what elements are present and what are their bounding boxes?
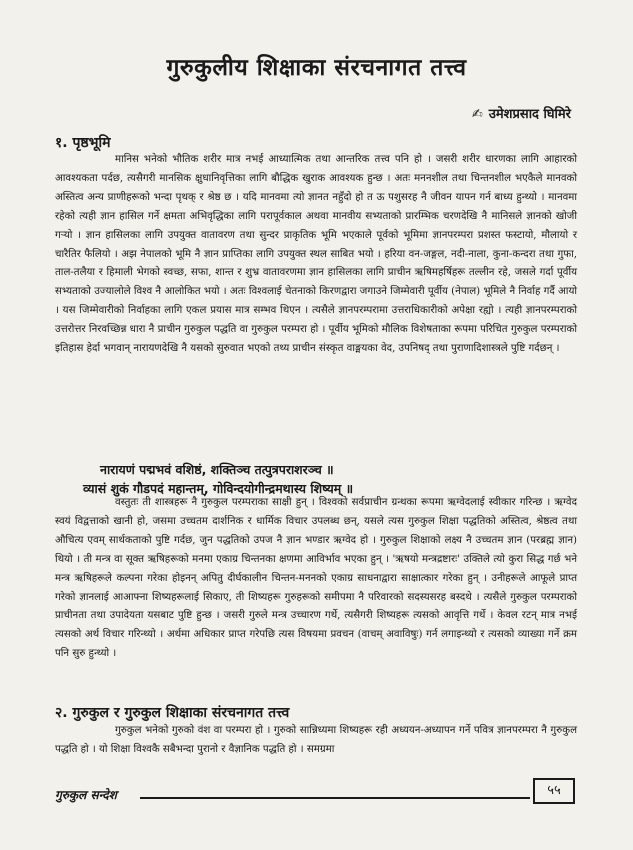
footer-publication-name: गुरुकुल सन्देश <box>55 788 117 802</box>
footer-rule <box>140 797 530 799</box>
pen-icon: ✍ <box>471 107 483 122</box>
sanskrit-verse-line-2: व्यासं शुकं गौडपदं महान्तम्, गोविन्दयोगीन्द्रमथास्य शिष्यम् ॥ <box>83 481 354 496</box>
article-title: गुरुकुलीय शिक्षाका संरचनागत तत्त्व <box>166 55 467 81</box>
sanskrit-verse-line-1: नारायणं पद्मभवं वशिष्ठं, शक्तिञ्च तत्पुत्रपराशरञ्च ॥ <box>100 462 334 477</box>
paragraph-gurukul-definition: गुरुकुल भनेको गुरुको वंश वा परम्परा हो । गुरुको सान्निध्यमा शिष्यहरू रही अध्ययन-अध्यापन गर्ने पवित्र ज्ञानपरम्परा नै गुरुकुल पद्धति हो । यो शिक्षा विश्वकै सबैभन्दा पुरानो र वैज्ञानिक पद्धति हो । समग्रमा <box>55 725 577 755</box>
page-number: ५५ <box>533 778 575 804</box>
section-heading-background: १. पृष्ठभूमि <box>55 135 111 151</box>
paragraph-rigveda: वस्तुतः ती शास्त्रहरू नै गुरुकुल परम्पराका साक्षी हुन् । विश्वको सर्वप्राचीन ग्रन्थका रूपमा ऋग्वेदलाई स्वीकार गरिन्छ । ऋग्वेद स्वयं विद्वत्ताको खानी हो, जसमा उच्चतम दार्शनिक र धार्मिक विचार उपलब्ध छन्, यसले त्यस गुरुकुल शिक्षा पद्धतिको अस्तित्व, श्रेष्ठत्व तथा औचित्य एवम् सार्थकताको पुष्टि गर्दछ, जुन पद्धतिको उपज नै ज्ञान भण्डार ऋग्वेद हो । गुरुकुल शिक्षाको लक्ष्य नै उच्चतम ज्ञान (परब्रह्म ज्ञान) थियो । ती मन्त्र वा सूक्त ऋषिहरूको मनमा एकाग्र चिन्तनका क्षणमा आविर्भाव भएका हुन् । 'ऋषयो मन्त्रद्रष्टारः' उक्तिले त्यो कुरा सिद्ध गर्छ भने मन्त्र ऋषिहरूले कल्पना गरेका होइनन् अपितु दीर्घकालीन चिन्तन-मननको एकाग्र साधनाद्वारा साक्षात्कार गरेका हुन् । उनीहरूले आफूले प्राप्त गरेको ज्ञानलाई आआफ्ना शिष्यहरूलाई सिकाए, ती शिष्यहरू गुरुहरूको समीपमा नै परिवारको सदस्यसरह बस्दथे । त्यसैले गुरुकुल परम्पराको प्राचीनता तथा उपादेयता यसबाट पुष्टि हुन्छ । जसरी गुरुले मन्त्र उच्चारण गर्थे, त्यसैगरी शिष्यहरू त्यसको आवृत्ति गर्थे । केवल रटन् मात्र नभई त्यसको अर्थ विचार गरिन्थ्यो । अर्थमा अधिकार प्राप्त गरेपछि त्यस विषयमा प्रवचन (वाचम् अवाविषुः) गर्न लगाइन्थ्यो र त्यसको व्याख्या गर्ने क्रम पनि सुरु हुन्थ्यो । <box>55 497 577 660</box>
author-name: उमेशप्रसाद घिमिरे <box>488 107 571 122</box>
paragraph-intro: मानिस भनेको भौतिक शरीर मात्र नभई आध्यात्मिक तथा आन्तरिक तत्त्व पनि हो । जसरी शरीर धारणका लागि आहारको आवश्यकता पर्दछ, त्यसैगरी मानसिक क्षुधानिवृत्तिका लागि बौद्धिक खुराक आवश्यक हुन्छ । अतः मननशील तथा चिन्तनशील भएकैले मानवको अस्तित्व अन्य प्राणीहरूको भन्दा पृथक् र श्रेष्ठ छ । यदि मानवमा त्यो ज्ञानत नहुँदो हो त ऊ पशुसरह नै जीवन यापन गर्न बाध्य हुन्थ्यो । मानवमा रहेको त्यही ज्ञान हासिल गर्ने क्षमता अभिवृद्धिका लागि परापूर्वकाल अथवा मानवीय सभ्यताको प्रारम्भिक चरणदेखि नै मानिसले ज्ञानको खोजी गर्‍यो । ज्ञान हासिलका लागि उपयुक्त वातावरण तथा सुन्दर प्राकृतिक भूमि भएकाले पूर्वको भूमिमा ज्ञानपरम्परा प्रशस्त फस्टायो, मौलायो र चारैतिर फैलियो । अझ नेपालको भूमि नै ज्ञान प्राप्तिका लागि उपयुक्त स्थल साबित भयो । हरिया वन-जङ्गल, नदी-नाला, कुना-कन्दरा तथा गुफा, ताल-तलैया र हिमाली भेगको स्वच्छ, सफा, शान्त र शुभ्र वातावरणमा ज्ञान हासिलका लागि प्राचीन ऋषिमहर्षिहरू तल्लीन रहे, जसले गर्दा पूर्वीय सभ्यताको उज्यालोले विश्व नै आलोकित भयो । अतः विश्वलाई चेतनाको किरणद्वारा जगाउने जिम्मेवारी पूर्वीय (नेपाल) भूमिले नै निर्वाह गर्दै आयो । यस जिम्मेवारीको निर्वाहका लागि एकल प्रयास मात्र सम्भव थिएन । त्यसैले ज्ञानपरम्परामा उत्तराधिकारीको अपेक्षा रह्यो । त्यही ज्ञानपरम्पराको उत्तरोत्तर निरवच्छिन्न धारा नै प्राचीन गुरुकुल पद्धति वा गुरुकुल परम्परा हो । पूर्वीय भूमिको मौलिक विशेषताका रूपमा परिचित गुरुकुल परम्पराको इतिहास हेर्दा भगवान् नारायणदेखि नै यसको सुरुवात भएको तथ्य प्राचीन संस्कृत वाङ्मयका वेद, उपनिषद् तथा पुराणादिशास्त्रले पुष्टि गर्दछन् । <box>55 154 577 355</box>
author-line <box>472 104 571 122</box>
section-heading-gurukul-elements: २. गुरुकुल र गुरुकुल शिक्षाका संरचनागत तत्त्व <box>55 705 290 721</box>
